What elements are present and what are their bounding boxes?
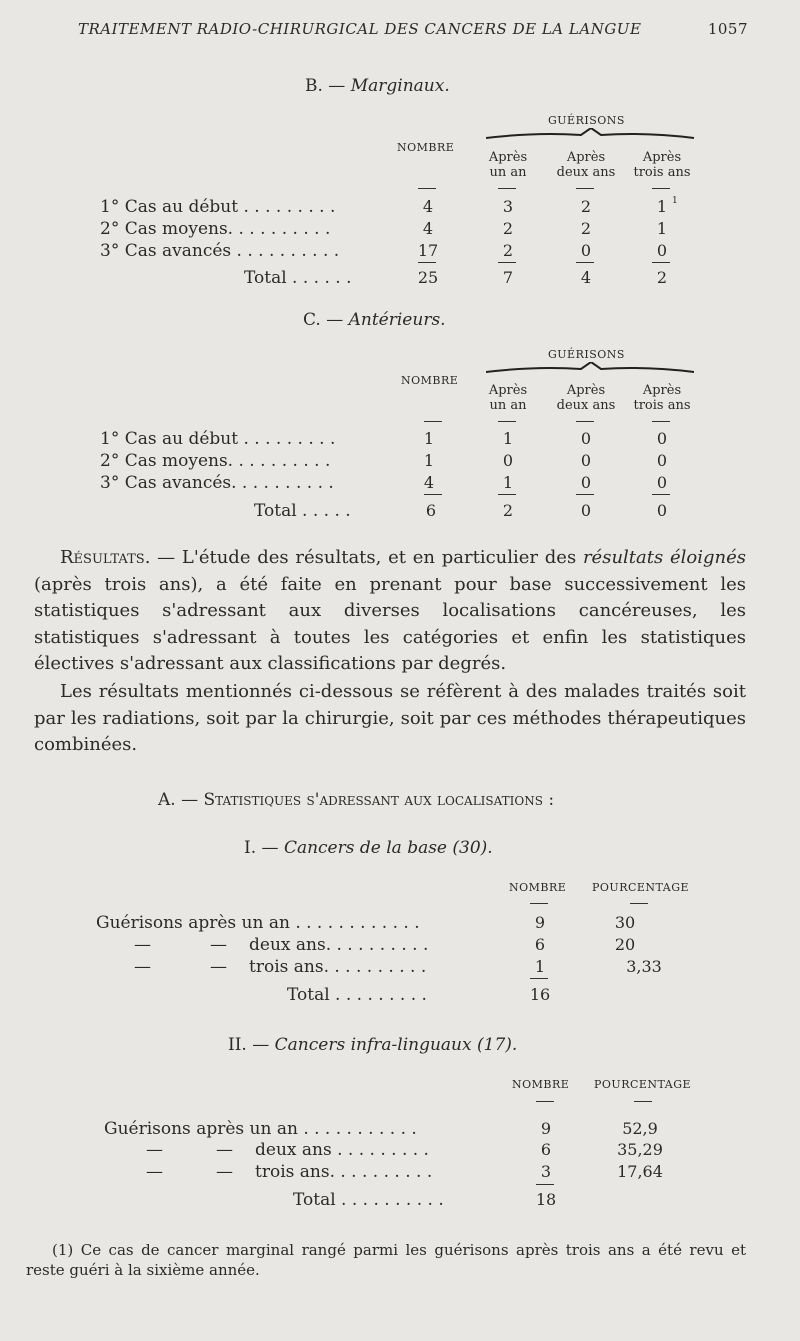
table-b-col-1-l2: un an xyxy=(489,165,527,180)
table-c-heading xyxy=(303,310,446,330)
table-ii-row-3-p: 17,64 xyxy=(617,1162,663,1181)
table-b-row-3-label: 3° Cas avancés . . . . . . . . . . xyxy=(100,241,340,261)
table-c-row-1-label: 1° Cas au début . . . . . . . . . xyxy=(100,429,336,449)
table-i-row-2-a: — xyxy=(134,935,151,955)
table-i-row-2-n: 6 xyxy=(534,935,546,954)
resultats-paragraph-1 xyxy=(34,545,746,678)
table-b-row-2-label: 2° Cas moyens. . . . . . . . . . xyxy=(100,219,331,239)
table-i-row-1-b: un an . . . . . . . . . . . . xyxy=(241,913,420,933)
table-b-col-nombre: NOMBRE xyxy=(397,141,455,154)
table-ii-row-2-n: 6 xyxy=(540,1140,552,1159)
table-c-total-v1: 2 xyxy=(502,501,514,520)
table-c-col-3-l1: Après xyxy=(642,383,682,398)
page-number: 1057 xyxy=(707,20,748,38)
table-c-row-3-nombre: 4 xyxy=(423,473,435,492)
table-b-row-1-nombre: 4 xyxy=(422,197,434,216)
table-ii-row-2-b: deux ans . . . . . . . . . xyxy=(255,1140,429,1160)
table-ii-col-pct: POURCENTAGE xyxy=(594,1078,692,1091)
table-c-row-2-v3: 0 xyxy=(656,451,668,470)
table-i-col-pct: POURCENTAGE xyxy=(592,881,690,894)
table-i-total-label: Total . . . . . . . . . xyxy=(287,985,427,1005)
table-c-row-1-v1: 1 xyxy=(502,429,514,448)
table-b-row-3-v2: 0 xyxy=(580,241,592,260)
table-i-row-3-p: 3,33 xyxy=(626,957,662,976)
table-c-col-1-l1: Après xyxy=(488,383,528,398)
table-i-row-3-b: trois ans. . . . . . . . . . xyxy=(249,957,427,977)
table-b-prefix: B. — xyxy=(305,76,346,96)
table-b-total-v2: 4 xyxy=(580,268,592,287)
table-b-title: Marginaux. xyxy=(350,76,450,96)
table-c-row-3-v1: 1 xyxy=(502,473,514,492)
table-ii-row-1-n: 9 xyxy=(540,1119,552,1138)
table-c-row-2-nombre: 1 xyxy=(423,451,435,470)
table-i-row-1-p: 30 xyxy=(614,913,636,932)
table-c-row-3-label: 3° Cas avancés. . . . . . . . . . xyxy=(100,473,334,493)
table-i-row-1-a: Guérisons après xyxy=(96,913,237,933)
table-b-row-2-v1: 2 xyxy=(502,219,514,238)
table-b-col-1-l1: Après xyxy=(488,150,528,165)
resultats-lead: Résultats. xyxy=(60,547,151,568)
table-i-title: Cancers de la base (30). xyxy=(283,838,493,858)
section-a-prefix: A. — xyxy=(158,790,199,810)
table-c-total-v3: 0 xyxy=(656,501,668,520)
table-b-row-1-v1: 3 xyxy=(502,197,514,216)
table-c-row-1-v2: 0 xyxy=(580,429,592,448)
table-c-col-2 xyxy=(548,383,624,413)
table-c-group-label: GUÉRISONS xyxy=(548,348,625,361)
table-b-total-v3: 2 xyxy=(656,268,668,287)
table-ii-row-2-a: — xyxy=(146,1140,163,1160)
table-ii-title: Cancers infra-linguaux (17). xyxy=(274,1035,518,1055)
table-b-row-2-v2: 2 xyxy=(580,219,592,238)
table-ii-heading xyxy=(228,1035,517,1055)
header-title: TRAITEMENT RADIO-CHIRURGICAL DES CANCERS DE LA LANGUE xyxy=(78,20,642,38)
table-i-row-1-n: 9 xyxy=(534,913,546,932)
table-c-col-2-l1: Après xyxy=(566,383,606,398)
table-c-row-2-label: 2° Cas moyens. . . . . . . . . . xyxy=(100,451,331,471)
table-i-prefix: I. — xyxy=(244,838,279,858)
table-b-col-2 xyxy=(548,150,624,180)
table-ii-prefix: II. — xyxy=(228,1035,270,1055)
table-i-row-2-p: 20 xyxy=(614,935,636,954)
table-b-col-3-l2: trois ans xyxy=(633,165,691,180)
table-i-col-nombre: NOMBRE xyxy=(509,881,567,894)
table-c-row-2-v2: 0 xyxy=(580,451,592,470)
table-ii-total-label: Total . . . . . . . . . . xyxy=(293,1190,444,1210)
table-b-heading xyxy=(305,76,450,96)
table-b-col-3-l1: Après xyxy=(642,150,682,165)
table-ii-row-3-a: — xyxy=(146,1162,163,1182)
table-i-row-3-a: — xyxy=(134,957,151,977)
table-b-col-1 xyxy=(478,150,538,180)
table-c-col-2-l2: deux ans xyxy=(556,398,616,413)
footnote: (1) Ce cas de cancer marginal rangé parmi les guérisons après trois ans a été revu et reste guéri à la sixième année. xyxy=(26,1241,746,1279)
table-c-col-1 xyxy=(478,383,538,413)
table-c-row-3-v3: 0 xyxy=(656,473,668,492)
table-ii-total-n: 18 xyxy=(535,1190,557,1209)
table-ii-row-3-n: 3 xyxy=(540,1162,552,1181)
table-c-row-2-v1: 0 xyxy=(502,451,514,470)
footnote-ref: 1 xyxy=(672,196,678,206)
table-b-row-1-v3: 1 xyxy=(656,197,668,216)
table-b-group-label: GUÉRISONS xyxy=(548,114,625,127)
table-c-col-3 xyxy=(628,383,696,413)
table-i-row-1 xyxy=(96,913,420,933)
table-b-row-3-v3: 0 xyxy=(656,241,668,260)
table-b-brace xyxy=(486,128,696,144)
table-i-heading xyxy=(244,838,493,858)
table-b-row-3-nombre: 17 xyxy=(417,241,439,260)
table-c-prefix: C. — xyxy=(303,310,344,330)
table-c-total-nombre: 6 xyxy=(425,501,437,520)
table-c-col-nombre: NOMBRE xyxy=(401,374,459,387)
table-b-col-3 xyxy=(628,150,696,180)
table-b-row-2-v3: 1 xyxy=(656,219,668,238)
table-b-col-2-l2: deux ans xyxy=(556,165,616,180)
table-c-total-v2: 0 xyxy=(580,501,592,520)
table-ii-row-3-b: trois ans. . . . . . . . . . xyxy=(255,1162,433,1182)
table-b-col-2-l1: Après xyxy=(566,150,606,165)
table-i-total-n: 16 xyxy=(529,985,551,1004)
table-c-row-1-nombre: 1 xyxy=(423,429,435,448)
table-i-row-3-a2: — xyxy=(210,957,227,977)
section-a-title: Statistiques s'adressant aux localisations : xyxy=(203,790,555,810)
table-c-row-1-v3: 0 xyxy=(656,429,668,448)
table-ii-col-nombre: NOMBRE xyxy=(512,1078,570,1091)
table-b-row-3-v1: 2 xyxy=(502,241,514,260)
table-c-brace xyxy=(486,362,696,378)
table-b-row-1-label: 1° Cas au début . . . . . . . . . xyxy=(100,197,336,217)
table-i-row-3-n: 1 xyxy=(534,957,546,976)
table-b-row-1-v2: 2 xyxy=(580,197,592,216)
table-b-total-nombre: 25 xyxy=(417,268,439,287)
table-ii-row-1 xyxy=(104,1119,417,1139)
resultats-p1-a: — L'étude des résultats, et en particulier des xyxy=(157,547,577,568)
table-i-row-2-b: deux ans. . . . . . . . . . xyxy=(249,935,429,955)
resultats-paragraph-2: Les résultats mentionnés ci-dessous se réfèrent à des malades traités soit par les radiations, soit par la chirurgie, soit par ces méthodes thérapeutiques combinées. xyxy=(34,681,746,755)
table-c-col-3-l2: trois ans xyxy=(633,398,691,413)
table-c-col-1-l2: un an xyxy=(489,398,527,413)
table-b-total-label: Total . . . . . . xyxy=(244,268,352,288)
table-ii-row-1-b: un an . . . . . . . . . . . xyxy=(249,1119,417,1139)
table-ii-row-2-p: 35,29 xyxy=(617,1140,663,1159)
resultats-p1-emphasis: résultats éloignés xyxy=(582,547,746,568)
table-b-row-2-nombre: 4 xyxy=(422,219,434,238)
table-b-total-v1: 7 xyxy=(502,268,514,287)
table-c-title: Antérieurs. xyxy=(348,310,446,330)
table-ii-row-3-a2: — xyxy=(216,1162,233,1182)
table-c-total-label: Total . . . . . xyxy=(254,501,351,521)
table-ii-row-2-a2: — xyxy=(216,1140,233,1160)
table-ii-row-1-p: 52,9 xyxy=(622,1119,658,1138)
section-a-heading xyxy=(158,790,554,810)
resultats-p1-b: (après trois ans), a été faite en prenant pour base successivement les statistiques s'adressant aux diverses localisations cancéreuses, les statistiques s'adressant à toutes les catégories et enfin les statistiques électives s'adressant aux classifications par degrés. xyxy=(34,573,746,674)
table-ii-row-1-a: Guérisons après xyxy=(104,1119,245,1139)
table-i-row-2-a2: — xyxy=(210,935,227,955)
table-c-row-3-v2: 0 xyxy=(580,473,592,492)
